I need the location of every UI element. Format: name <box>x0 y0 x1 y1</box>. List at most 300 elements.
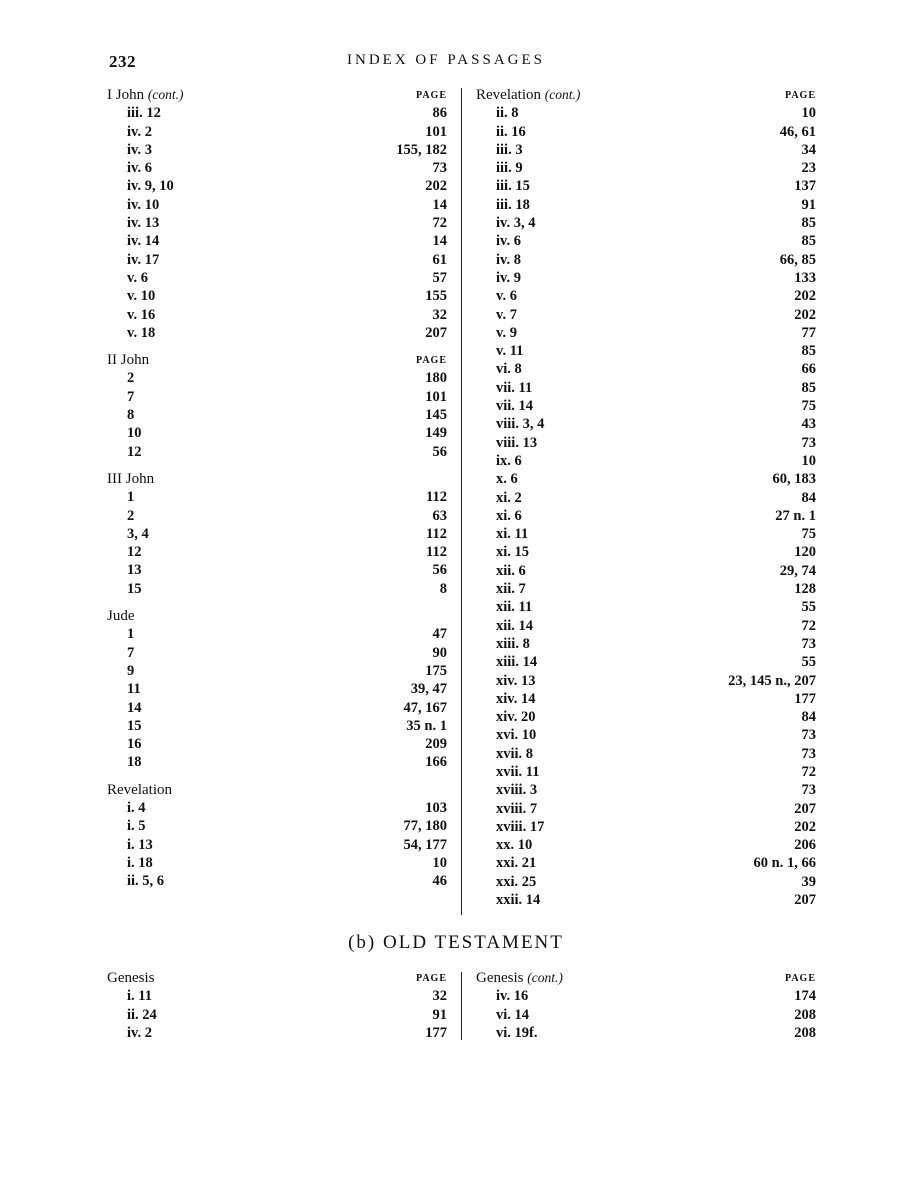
index-entry <box>107 123 447 141</box>
passage-reference: viii. 13 <box>496 434 538 451</box>
passage-reference: 2 <box>127 507 135 524</box>
passage-reference: 8 <box>127 407 135 424</box>
index-entry <box>476 397 816 415</box>
index-entry <box>476 159 816 177</box>
index-entry <box>476 287 816 305</box>
index-entry <box>476 434 816 452</box>
passage-reference: x. 6 <box>496 471 518 488</box>
page-reference: 55 <box>801 599 816 616</box>
passage-reference: xvi. 10 <box>496 727 537 744</box>
passage-reference: xiv. 14 <box>496 690 536 707</box>
page-reference: 32 <box>432 306 447 323</box>
index-entry <box>107 525 447 543</box>
passage-reference: iii. 18 <box>496 196 530 213</box>
passage-reference: v. 7 <box>496 306 517 323</box>
page-reference: 60, 183 <box>772 471 816 488</box>
page-reference: 101 <box>425 388 447 405</box>
passage-reference: i. 13 <box>127 836 153 853</box>
column-divider <box>461 972 462 1040</box>
index-entry <box>476 672 816 690</box>
passage-reference: iv. 3, 4 <box>496 215 536 232</box>
page-reference: 46, 61 <box>779 123 816 140</box>
page-reference: 90 <box>432 644 447 661</box>
index-entry <box>107 717 447 735</box>
index-entry <box>476 854 816 872</box>
page-reference: 63 <box>432 507 447 524</box>
page-reference: 174 <box>794 988 816 1005</box>
index-entry <box>476 598 816 616</box>
passage-reference: xviii. 17 <box>496 818 545 835</box>
page-reference: 73 <box>801 727 816 744</box>
page-column-label: PAGE <box>415 90 447 101</box>
page-reference: 34 <box>801 141 816 158</box>
passage-reference: v. 9 <box>496 324 517 341</box>
page-reference: 56 <box>432 562 447 579</box>
book-heading <box>107 607 447 625</box>
page-number: 232 <box>109 52 136 71</box>
passage-reference: iv. 2 <box>127 123 152 140</box>
book-title-text: Revelation <box>107 781 172 798</box>
index-entry <box>476 745 816 763</box>
page-reference: 207 <box>425 324 447 341</box>
page-reference: 206 <box>794 837 816 854</box>
index-entry <box>476 987 816 1005</box>
page-reference: 75 <box>801 398 816 415</box>
page-reference: 85 <box>801 379 816 396</box>
index-entry <box>107 369 447 387</box>
continued-label: (cont.) <box>544 87 581 102</box>
passage-reference: iv. 6 <box>127 160 152 177</box>
index-entry <box>476 177 816 195</box>
index-entry <box>476 726 816 744</box>
index-entry <box>107 324 447 342</box>
page-reference: 86 <box>432 105 447 122</box>
page-reference: 54, 177 <box>403 836 447 853</box>
index-entry <box>107 251 447 269</box>
passage-reference: vii. 14 <box>496 398 534 415</box>
page-reference: 84 <box>801 709 816 726</box>
passage-reference: iv. 17 <box>127 251 160 268</box>
page-reference: 202 <box>794 306 816 323</box>
passage-reference: ix. 6 <box>496 452 522 469</box>
index-entry <box>476 818 816 836</box>
index-entry <box>107 406 447 424</box>
page-reference: 39 <box>801 873 816 890</box>
passage-reference: 12 <box>127 443 142 460</box>
passage-reference: xii. 14 <box>496 617 534 634</box>
index-entry <box>476 415 816 433</box>
passage-reference: i. 4 <box>127 799 146 816</box>
page-reference: 207 <box>794 892 816 909</box>
passage-reference: vii. 11 <box>496 379 533 396</box>
page-reference: 112 <box>426 489 447 506</box>
passage-reference: xvii. 11 <box>496 763 540 780</box>
index-entry <box>476 617 816 635</box>
page-reference: 10 <box>801 105 816 122</box>
passage-reference: vi. 19f. <box>496 1024 538 1041</box>
page-reference: 166 <box>425 754 447 771</box>
passage-reference: 14 <box>127 699 142 716</box>
passage-reference: xviii. 7 <box>496 800 538 817</box>
page-reference: 47, 167 <box>403 699 447 716</box>
index-entry <box>476 891 816 909</box>
index-entry <box>476 489 816 507</box>
index-entry <box>476 525 816 543</box>
page-reference: 128 <box>794 581 816 598</box>
page-reference: 103 <box>425 799 447 816</box>
index-entry <box>476 470 816 488</box>
passage-reference: xi. 15 <box>496 544 530 561</box>
index-entry <box>107 196 447 214</box>
book-title-text: I John <box>107 87 145 103</box>
index-entry <box>107 561 447 579</box>
passage-reference: i. 5 <box>127 818 146 835</box>
passage-reference: v. 16 <box>127 306 156 323</box>
page-reference: 202 <box>794 288 816 305</box>
passage-reference: 16 <box>127 736 142 753</box>
page-reference: 209 <box>425 736 447 753</box>
index-entry <box>476 708 816 726</box>
book-title <box>476 969 563 987</box>
index-entry <box>107 987 447 1005</box>
index-entry <box>107 753 447 771</box>
index-entry <box>476 306 816 324</box>
old-testament-section-title: (b) OLD TESTAMENT <box>348 932 564 953</box>
page-reference: 120 <box>794 544 816 561</box>
book-heading <box>107 969 447 987</box>
page-reference: 39, 47 <box>410 681 447 698</box>
continued-label: (cont.) <box>147 87 184 102</box>
index-entry <box>107 680 447 698</box>
index-entry <box>476 269 816 287</box>
section-gap <box>107 598 447 607</box>
index-entry <box>107 836 447 854</box>
index-entry <box>107 424 447 442</box>
page-reference: 149 <box>425 425 447 442</box>
index-entry <box>107 699 447 717</box>
running-head: INDEX OF PASSAGES <box>347 52 545 68</box>
index-entry <box>476 360 816 378</box>
passage-reference: iv. 8 <box>496 251 521 268</box>
book-heading <box>107 781 447 799</box>
page-reference: 73 <box>801 635 816 652</box>
page-reference: 208 <box>794 1006 816 1023</box>
index-entry <box>476 543 816 561</box>
page-reference: 208 <box>794 1024 816 1041</box>
page-reference: 57 <box>432 269 447 286</box>
passage-reference: v. 11 <box>496 343 524 360</box>
index-entry <box>476 836 816 854</box>
book-title-text: III John <box>107 470 155 487</box>
passage-reference: xxii. 14 <box>496 892 541 909</box>
index-entry <box>107 214 447 232</box>
index-entry <box>476 562 816 580</box>
index-entry <box>107 625 447 643</box>
passage-reference: iv. 3 <box>127 141 152 158</box>
passage-reference: 13 <box>127 562 142 579</box>
index-entry <box>107 1024 447 1042</box>
page-column-label: PAGE <box>415 355 447 367</box>
passage-reference: xi. 11 <box>496 526 529 543</box>
passage-reference: v. 10 <box>127 288 156 305</box>
passage-reference: 9 <box>127 662 135 679</box>
book-title <box>107 351 149 369</box>
page-reference: 46 <box>432 873 447 890</box>
index-entry <box>107 735 447 753</box>
page-reference: 72 <box>432 215 447 232</box>
page-reference: 60 n. 1, 66 <box>753 855 816 872</box>
section-gap <box>107 461 447 470</box>
passage-reference: xviii. 3 <box>496 782 538 799</box>
section-gap <box>107 772 447 781</box>
index-entry <box>107 141 447 159</box>
page-column-label: PAGE <box>415 973 447 984</box>
page-reference: 66, 85 <box>779 251 816 268</box>
index-entry <box>476 123 816 141</box>
passage-reference: xxi. 25 <box>496 873 537 890</box>
index-entry <box>476 379 816 397</box>
passage-reference: v. 6 <box>496 288 517 305</box>
page-reference: 73 <box>432 160 447 177</box>
page-reference: 72 <box>801 617 816 634</box>
passage-reference: 15 <box>127 717 142 734</box>
index-entry <box>107 177 447 195</box>
book-title-text: II John <box>107 352 150 369</box>
book-title <box>107 781 172 799</box>
page-reference: 77 <box>801 324 816 341</box>
page-reference: 35 n. 1 <box>406 717 447 734</box>
index-entry <box>476 1006 816 1024</box>
book-title-text: Genesis <box>476 970 524 986</box>
index-entry <box>476 690 816 708</box>
page-reference: 112 <box>426 544 447 561</box>
book-title-text: Genesis <box>107 970 155 986</box>
page-reference: 61 <box>432 251 447 268</box>
index-entry <box>107 159 447 177</box>
old-testament-left-column <box>107 969 447 1042</box>
passage-reference: iii. 3 <box>496 141 523 158</box>
index-entry <box>107 543 447 561</box>
passage-reference: ii. 24 <box>127 1006 157 1023</box>
passage-reference: xi. 2 <box>496 489 522 506</box>
page-reference: 77, 180 <box>403 818 447 835</box>
passage-reference: i. 18 <box>127 854 153 871</box>
passage-reference: viii. 3, 4 <box>496 416 545 433</box>
index-entry <box>107 644 447 662</box>
index-entry <box>476 141 816 159</box>
index-entry <box>107 443 447 461</box>
page-reference: 202 <box>425 178 447 195</box>
page-reference: 32 <box>432 988 447 1005</box>
index-entry <box>107 388 447 406</box>
page-reference: 137 <box>794 178 816 195</box>
passage-reference: 10 <box>127 425 142 442</box>
passage-reference: 2 <box>127 370 135 387</box>
passage-reference: i. 11 <box>127 988 152 1005</box>
continued-label: (cont.) <box>527 970 563 985</box>
page-reference: 85 <box>801 233 816 250</box>
passage-reference: v. 6 <box>127 269 148 286</box>
index-entry <box>107 488 447 506</box>
column-divider <box>461 88 462 915</box>
passage-reference: iv. 6 <box>496 233 521 250</box>
page-reference: 180 <box>425 370 447 387</box>
passage-reference: iv. 2 <box>127 1024 152 1041</box>
page-reference: 23 <box>801 160 816 177</box>
index-entry <box>476 653 816 671</box>
book-heading <box>107 351 447 369</box>
passage-reference: iv. 13 <box>127 215 160 232</box>
book-title <box>476 86 580 104</box>
page-reference: 207 <box>794 800 816 817</box>
book-heading <box>476 969 816 987</box>
page-reference: 47 <box>432 626 447 643</box>
page-reference: 73 <box>801 434 816 451</box>
book-title-text: Revelation <box>476 87 541 103</box>
page-column-label: PAGE <box>784 973 816 984</box>
index-entry <box>476 324 816 342</box>
page-reference: 55 <box>801 654 816 671</box>
page-reference: 112 <box>426 525 447 542</box>
passage-reference: vi. 8 <box>496 361 522 378</box>
page-reference: 14 <box>432 233 447 250</box>
passage-reference: 12 <box>127 544 142 561</box>
passage-reference: iii. 15 <box>496 178 530 195</box>
index-entry <box>107 306 447 324</box>
passage-reference: 18 <box>127 754 142 771</box>
index-entry <box>476 1024 816 1042</box>
passage-reference: xx. 10 <box>496 837 533 854</box>
page-reference: 43 <box>801 416 816 433</box>
index-entry <box>476 452 816 470</box>
book-title <box>107 607 135 625</box>
index-entry <box>107 287 447 305</box>
index-entry <box>476 800 816 818</box>
page-reference: 66 <box>801 361 816 378</box>
passage-reference: ii. 8 <box>496 105 519 122</box>
passage-reference: 3, 4 <box>127 525 149 542</box>
index-entry <box>107 872 447 890</box>
page-reference: 177 <box>425 1024 447 1041</box>
passage-reference: xiv. 20 <box>496 709 536 726</box>
index-entry <box>107 580 447 598</box>
index-entry <box>476 196 816 214</box>
new-testament-right-column <box>476 86 816 909</box>
passage-reference: xii. 7 <box>496 581 526 598</box>
page-reference: 85 <box>801 343 816 360</box>
index-entry <box>476 232 816 250</box>
index-entry <box>476 580 816 598</box>
passage-reference: iv. 9, 10 <box>127 178 174 195</box>
page-reference: 155 <box>425 288 447 305</box>
page-reference: 10 <box>801 452 816 469</box>
index-entry <box>107 104 447 122</box>
passage-reference: 7 <box>127 388 135 405</box>
index-entry <box>476 104 816 122</box>
page-reference: 85 <box>801 215 816 232</box>
passage-reference: 15 <box>127 580 142 597</box>
passage-reference: xiii. 8 <box>496 635 530 652</box>
index-entry <box>107 662 447 680</box>
page-reference: 8 <box>439 580 447 597</box>
passage-reference: 11 <box>127 681 141 698</box>
passage-reference: vi. 14 <box>496 1006 530 1023</box>
passage-reference: xii. 11 <box>496 599 533 616</box>
page-reference: 10 <box>432 854 447 871</box>
index-entry <box>476 251 816 269</box>
passage-reference: v. 18 <box>127 324 156 341</box>
book-title <box>107 969 155 987</box>
index-entry <box>107 854 447 872</box>
index-entry <box>107 507 447 525</box>
passage-reference: 7 <box>127 644 135 661</box>
index-entry <box>476 763 816 781</box>
new-testament-left-column <box>107 86 447 890</box>
page-reference: 56 <box>432 443 447 460</box>
book-title <box>107 470 154 488</box>
passage-reference: iv. 9 <box>496 269 521 286</box>
index-entry <box>107 269 447 287</box>
page-reference: 14 <box>432 196 447 213</box>
page-reference: 91 <box>432 1006 447 1023</box>
page-reference: 155, 182 <box>396 141 447 158</box>
book-title-text: Jude <box>107 608 135 625</box>
book-heading <box>107 470 447 488</box>
passage-reference: xi. 6 <box>496 507 522 524</box>
page-column-label: PAGE <box>784 90 816 101</box>
passage-reference: ii. 16 <box>496 123 526 140</box>
book-heading <box>107 86 447 104</box>
page-reference: 145 <box>425 407 447 424</box>
passage-reference: xiv. 13 <box>496 672 536 689</box>
passage-reference: ii. 5, 6 <box>127 873 165 890</box>
passage-reference: xxi. 21 <box>496 855 537 872</box>
old-testament-right-column <box>476 969 816 1042</box>
index-entry <box>476 342 816 360</box>
passage-reference: iii. 9 <box>496 160 523 177</box>
page-reference: 29, 74 <box>779 562 816 579</box>
book-heading <box>476 86 816 104</box>
page-reference: 73 <box>801 782 816 799</box>
section-gap <box>107 342 447 351</box>
index-entry <box>476 635 816 653</box>
passage-reference: 1 <box>127 489 135 506</box>
page-reference: 75 <box>801 526 816 543</box>
index-entry <box>107 232 447 250</box>
passage-reference: iv. 10 <box>127 196 160 213</box>
passage-reference: xiii. 14 <box>496 654 538 671</box>
page-reference: 84 <box>801 489 816 506</box>
page-reference: 72 <box>801 763 816 780</box>
index-entry <box>107 817 447 835</box>
page-reference: 73 <box>801 745 816 762</box>
page-reference: 133 <box>794 269 816 286</box>
index-entry <box>476 507 816 525</box>
index-entry <box>107 799 447 817</box>
page-reference: 91 <box>801 196 816 213</box>
index-entry <box>107 1006 447 1024</box>
page-reference: 23, 145 n., 207 <box>728 672 816 689</box>
passage-reference: iv. 14 <box>127 233 160 250</box>
index-entry <box>476 873 816 891</box>
index-entry <box>476 214 816 232</box>
passage-reference: xii. 6 <box>496 562 526 579</box>
page-reference: 175 <box>425 662 447 679</box>
passage-reference: xvii. 8 <box>496 745 534 762</box>
page-reference: 177 <box>794 690 816 707</box>
page-reference: 202 <box>794 818 816 835</box>
page-reference: 101 <box>425 123 447 140</box>
